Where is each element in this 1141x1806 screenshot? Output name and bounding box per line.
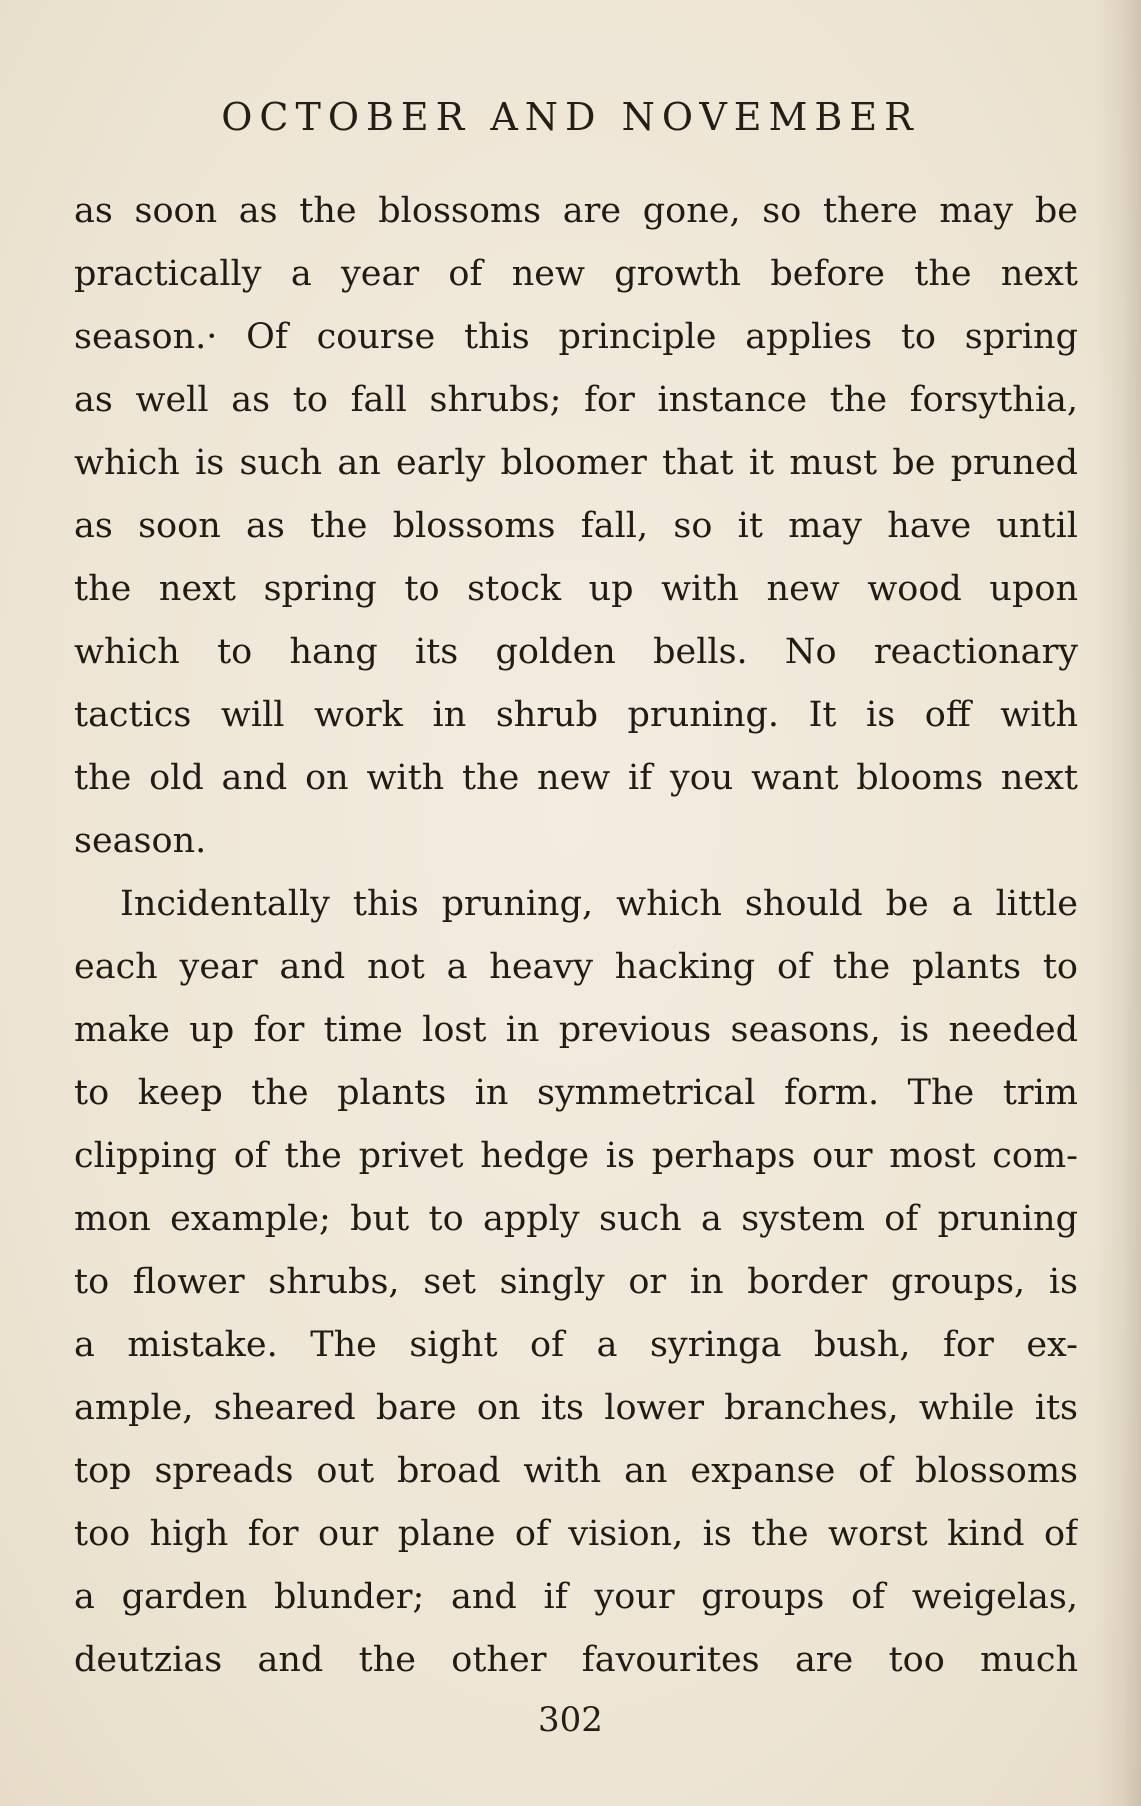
text-line: as soon as the blossoms are gone, so there may be (74, 191, 1078, 231)
text-line: practically a year of new growth before the next (74, 254, 1078, 294)
page-number: 302 (538, 1700, 603, 1740)
text-line: too high for our plane of vision, is the worst kind of (74, 1514, 1078, 1554)
text-line: season.· Of course this principle applies to spring (74, 317, 1078, 357)
text-line: a garden blunder; and if your groups of weigelas, (74, 1577, 1078, 1617)
text-line: make up for time lost in previous seasons, is needed (74, 1010, 1078, 1050)
text-line: as well as to fall shrubs; for instance the forsythia, (74, 380, 1078, 420)
text-line: to keep the plants in symmetrical form. The trim (74, 1073, 1078, 1113)
text-line: a mistake. The sight of a syringa bush, for ex- (74, 1325, 1078, 1365)
text-line: as soon as the blossoms fall, so it may have until (74, 506, 1078, 546)
text-line: ample, sheared bare on its lower branches, while its (74, 1388, 1078, 1428)
text-line: which to hang its golden bells. No reactionary (74, 632, 1078, 672)
text-line: which is such an early bloomer that it must be pruned (74, 443, 1078, 483)
text-line: the old and on with the new if you want blooms next (74, 758, 1078, 798)
body-text (74, 180, 1078, 1692)
text-line: mon example; but to apply such a system of pruning (74, 1199, 1078, 1239)
paragraph-1 (74, 180, 1078, 873)
text-line: Incidentally this pruning, which should be a little (120, 884, 1078, 924)
text-line: to flower shrubs, set singly or in border groups, is (74, 1262, 1078, 1302)
text-line: season. (74, 821, 207, 861)
text-line: clipping of the privet hedge is perhaps our most com- (74, 1136, 1078, 1176)
text-line: tactics will work in shrub pruning. It is off with (74, 695, 1078, 735)
text-line: the next spring to stock up with new wood upon (74, 569, 1078, 609)
text-line: top spreads out broad with an expanse of blossoms (74, 1451, 1078, 1491)
text-line: deutzias and the other favourites are too much (74, 1640, 1078, 1680)
running-head: OCTOBER AND NOVEMBER (221, 95, 920, 139)
text-line: each year and not a heavy hacking of the plants to (74, 947, 1078, 987)
paragraph-2 (74, 873, 1078, 1692)
